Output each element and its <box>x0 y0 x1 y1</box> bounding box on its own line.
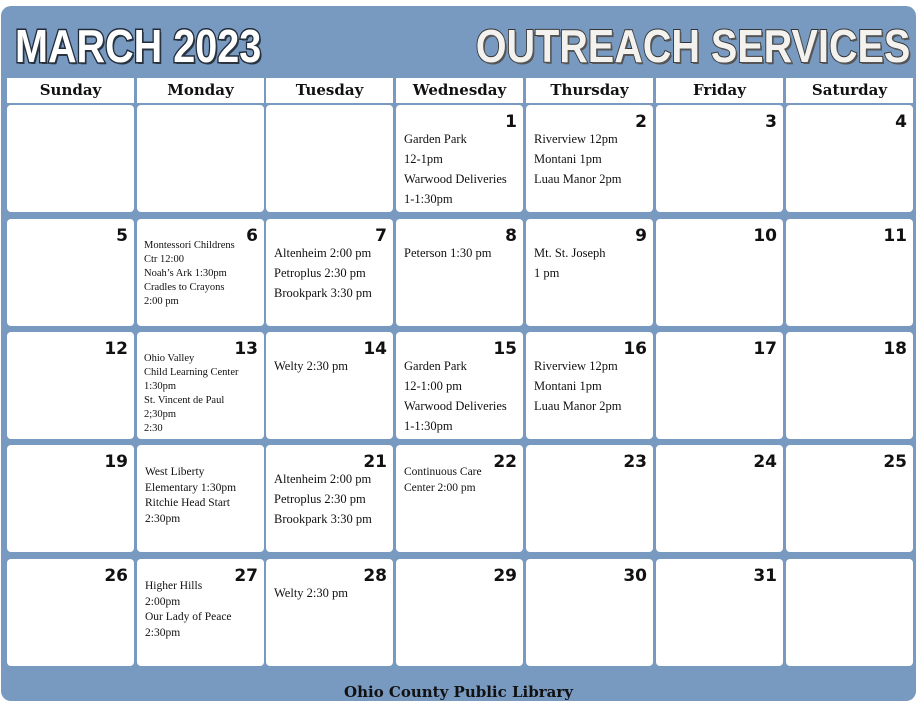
event-line: 1-1:30pm <box>404 419 453 433</box>
calendar-day-cell <box>7 445 134 552</box>
day-number: 18 <box>883 339 907 359</box>
event-list <box>145 465 260 527</box>
event-list <box>534 129 649 189</box>
event-list <box>404 129 519 209</box>
day-number: 19 <box>104 452 128 472</box>
day-number: 26 <box>104 566 128 586</box>
calendar-day-cell <box>656 445 783 552</box>
event-line: 2:30 <box>144 423 163 434</box>
calendar-day-cell <box>396 219 523 326</box>
event-list <box>274 469 389 529</box>
event-line: Brookpark 3:30 pm <box>274 512 372 526</box>
day-number: 12 <box>104 339 128 359</box>
calendar-frame <box>1 6 916 701</box>
event-line: Center 2:00 pm <box>404 481 476 494</box>
day-number: 22 <box>493 452 517 472</box>
footer-library-name: Ohio County Public Library <box>344 683 573 701</box>
calendar-day-cell <box>266 332 393 439</box>
calendar-day-cell <box>656 332 783 439</box>
event-line: Luau Manor 2pm <box>534 172 622 186</box>
day-number: 28 <box>363 566 387 586</box>
event-list <box>145 579 260 641</box>
day-number: 30 <box>623 566 647 586</box>
calendar-day-cell <box>137 332 264 439</box>
event-line: Our Lady of Peace <box>145 611 232 623</box>
event-line: Welty 2:30 pm <box>274 359 348 373</box>
event-line: 2:00 pm <box>144 296 179 307</box>
day-number: 16 <box>623 339 647 359</box>
calendar-day-cell <box>396 559 523 666</box>
calendar-day-cell <box>786 445 913 552</box>
day-number: 14 <box>363 339 387 359</box>
calendar-day-cell <box>266 445 393 552</box>
calendar-day-cell <box>526 219 653 326</box>
day-number: 7 <box>375 226 387 246</box>
event-line: Welty 2:30 pm <box>274 586 348 600</box>
event-line: Brookpark 3:30 pm <box>274 286 372 300</box>
event-line: Continuous Care <box>404 466 482 478</box>
event-line: 2:30pm <box>145 626 181 639</box>
calendar-day-cell <box>526 332 653 439</box>
calendar-day-cell <box>786 219 913 326</box>
calendar-day-cell <box>137 559 264 666</box>
event-list <box>534 243 649 283</box>
event-line: Peterson 1:30 pm <box>404 246 492 260</box>
calendar-day-cell <box>7 105 134 212</box>
day-number: 17 <box>753 339 777 359</box>
weekday-header-monday: Monday <box>137 78 264 103</box>
day-number: 29 <box>493 566 517 586</box>
event-line: Montani 1pm <box>534 379 602 393</box>
calendar-day-cell <box>526 445 653 552</box>
outreach-title: OUTREACH SERVICES <box>475 20 910 72</box>
event-line: West Liberty <box>145 466 205 478</box>
event-list <box>274 356 389 376</box>
calendar-day-cell <box>266 105 393 212</box>
event-line: 2:00pm <box>145 595 181 608</box>
event-line: Warwood Deliveries <box>404 399 507 413</box>
day-number: 11 <box>883 226 907 246</box>
event-line: Petroplus 2:30 pm <box>274 492 366 506</box>
calendar-day-cell <box>396 105 523 212</box>
day-number: 25 <box>883 452 907 472</box>
event-line: Mt. St. Joseph <box>534 246 606 260</box>
event-line: 1-1:30pm <box>404 192 453 206</box>
calendar-day-cell <box>656 559 783 666</box>
event-line: Garden Park <box>404 359 467 373</box>
day-number: 8 <box>505 226 517 246</box>
event-line: Altenheim 2:00 pm <box>274 246 372 260</box>
event-line: Garden Park <box>404 132 467 146</box>
event-list <box>404 356 519 436</box>
calendar-day-cell <box>526 559 653 666</box>
day-number: 13 <box>234 339 258 359</box>
calendar-day-cell <box>137 445 264 552</box>
event-line: Cradles to Crayons <box>144 282 225 293</box>
calendar-day-cell <box>396 445 523 552</box>
event-list <box>404 243 519 263</box>
event-line: Riverview 12pm <box>534 132 618 146</box>
calendar-day-cell <box>396 332 523 439</box>
weekday-header-tuesday: Tuesday <box>266 78 393 103</box>
event-line: Petroplus 2:30 pm <box>274 266 366 280</box>
day-number: 10 <box>753 226 777 246</box>
event-line: 2:30pm <box>145 512 181 525</box>
day-number: 24 <box>753 452 777 472</box>
calendar-day-cell <box>7 332 134 439</box>
event-line: Warwood Deliveries <box>404 172 507 186</box>
event-line: 12-1:00 pm <box>404 379 462 393</box>
calendar-day-cell <box>137 105 264 212</box>
weekday-header-wednesday: Wednesday <box>396 78 523 103</box>
day-number: 6 <box>246 226 258 246</box>
day-number: 1 <box>505 112 517 132</box>
event-list <box>404 465 519 496</box>
calendar-day-cell <box>656 105 783 212</box>
event-line: Altenheim 2:00 pm <box>274 472 372 486</box>
event-line: Ritchie Head Start <box>145 497 230 509</box>
day-number: 2 <box>635 112 647 132</box>
event-list <box>274 243 389 303</box>
event-line: Higher Hills <box>145 580 203 592</box>
event-line: St. Vincent de Paul <box>144 395 225 406</box>
calendar-day-cell <box>526 105 653 212</box>
weekday-header-thursday: Thursday <box>526 78 653 103</box>
day-number: 5 <box>116 226 128 246</box>
event-line: Montani 1pm <box>534 152 602 166</box>
event-line: Montessori Childrens <box>144 240 235 251</box>
event-list <box>144 352 260 436</box>
event-line: Child Learning Center <box>144 367 239 378</box>
event-line: Ctr 12:00 <box>144 254 184 265</box>
calendar-day-cell <box>786 332 913 439</box>
event-line: Ohio Valley <box>144 353 195 364</box>
calendar-day-cell <box>7 219 134 326</box>
event-list <box>534 356 649 416</box>
day-number: 21 <box>363 452 387 472</box>
day-number: 3 <box>765 112 777 132</box>
calendar-day-cell <box>266 559 393 666</box>
day-number: 15 <box>493 339 517 359</box>
event-list <box>274 583 389 603</box>
calendar-day-cell <box>266 219 393 326</box>
weekday-header-sunday: Sunday <box>7 78 134 103</box>
day-number: 27 <box>234 566 258 586</box>
event-list <box>144 239 260 309</box>
day-number: 31 <box>753 566 777 586</box>
event-line: 1 pm <box>534 266 560 280</box>
day-number: 9 <box>635 226 647 246</box>
weekday-header-saturday: Saturday <box>786 78 913 103</box>
event-line: Riverview 12pm <box>534 359 618 373</box>
month-title: MARCH 2023 <box>15 20 262 72</box>
calendar-day-cell <box>7 559 134 666</box>
weekday-header-friday: Friday <box>656 78 783 103</box>
calendar-day-cell <box>786 559 913 666</box>
event-line: 2;30pm <box>144 409 177 420</box>
calendar-day-cell <box>786 105 913 212</box>
day-number: 4 <box>895 112 907 132</box>
event-line: 1:30pm <box>144 381 177 392</box>
calendar-day-cell <box>656 219 783 326</box>
day-number: 23 <box>623 452 647 472</box>
event-line: Noah’s Ark 1:30pm <box>144 268 227 279</box>
event-line: Elementary 1:30pm <box>145 481 237 494</box>
event-line: 12-1pm <box>404 152 443 166</box>
calendar-day-cell <box>137 219 264 326</box>
event-line: Luau Manor 2pm <box>534 399 622 413</box>
